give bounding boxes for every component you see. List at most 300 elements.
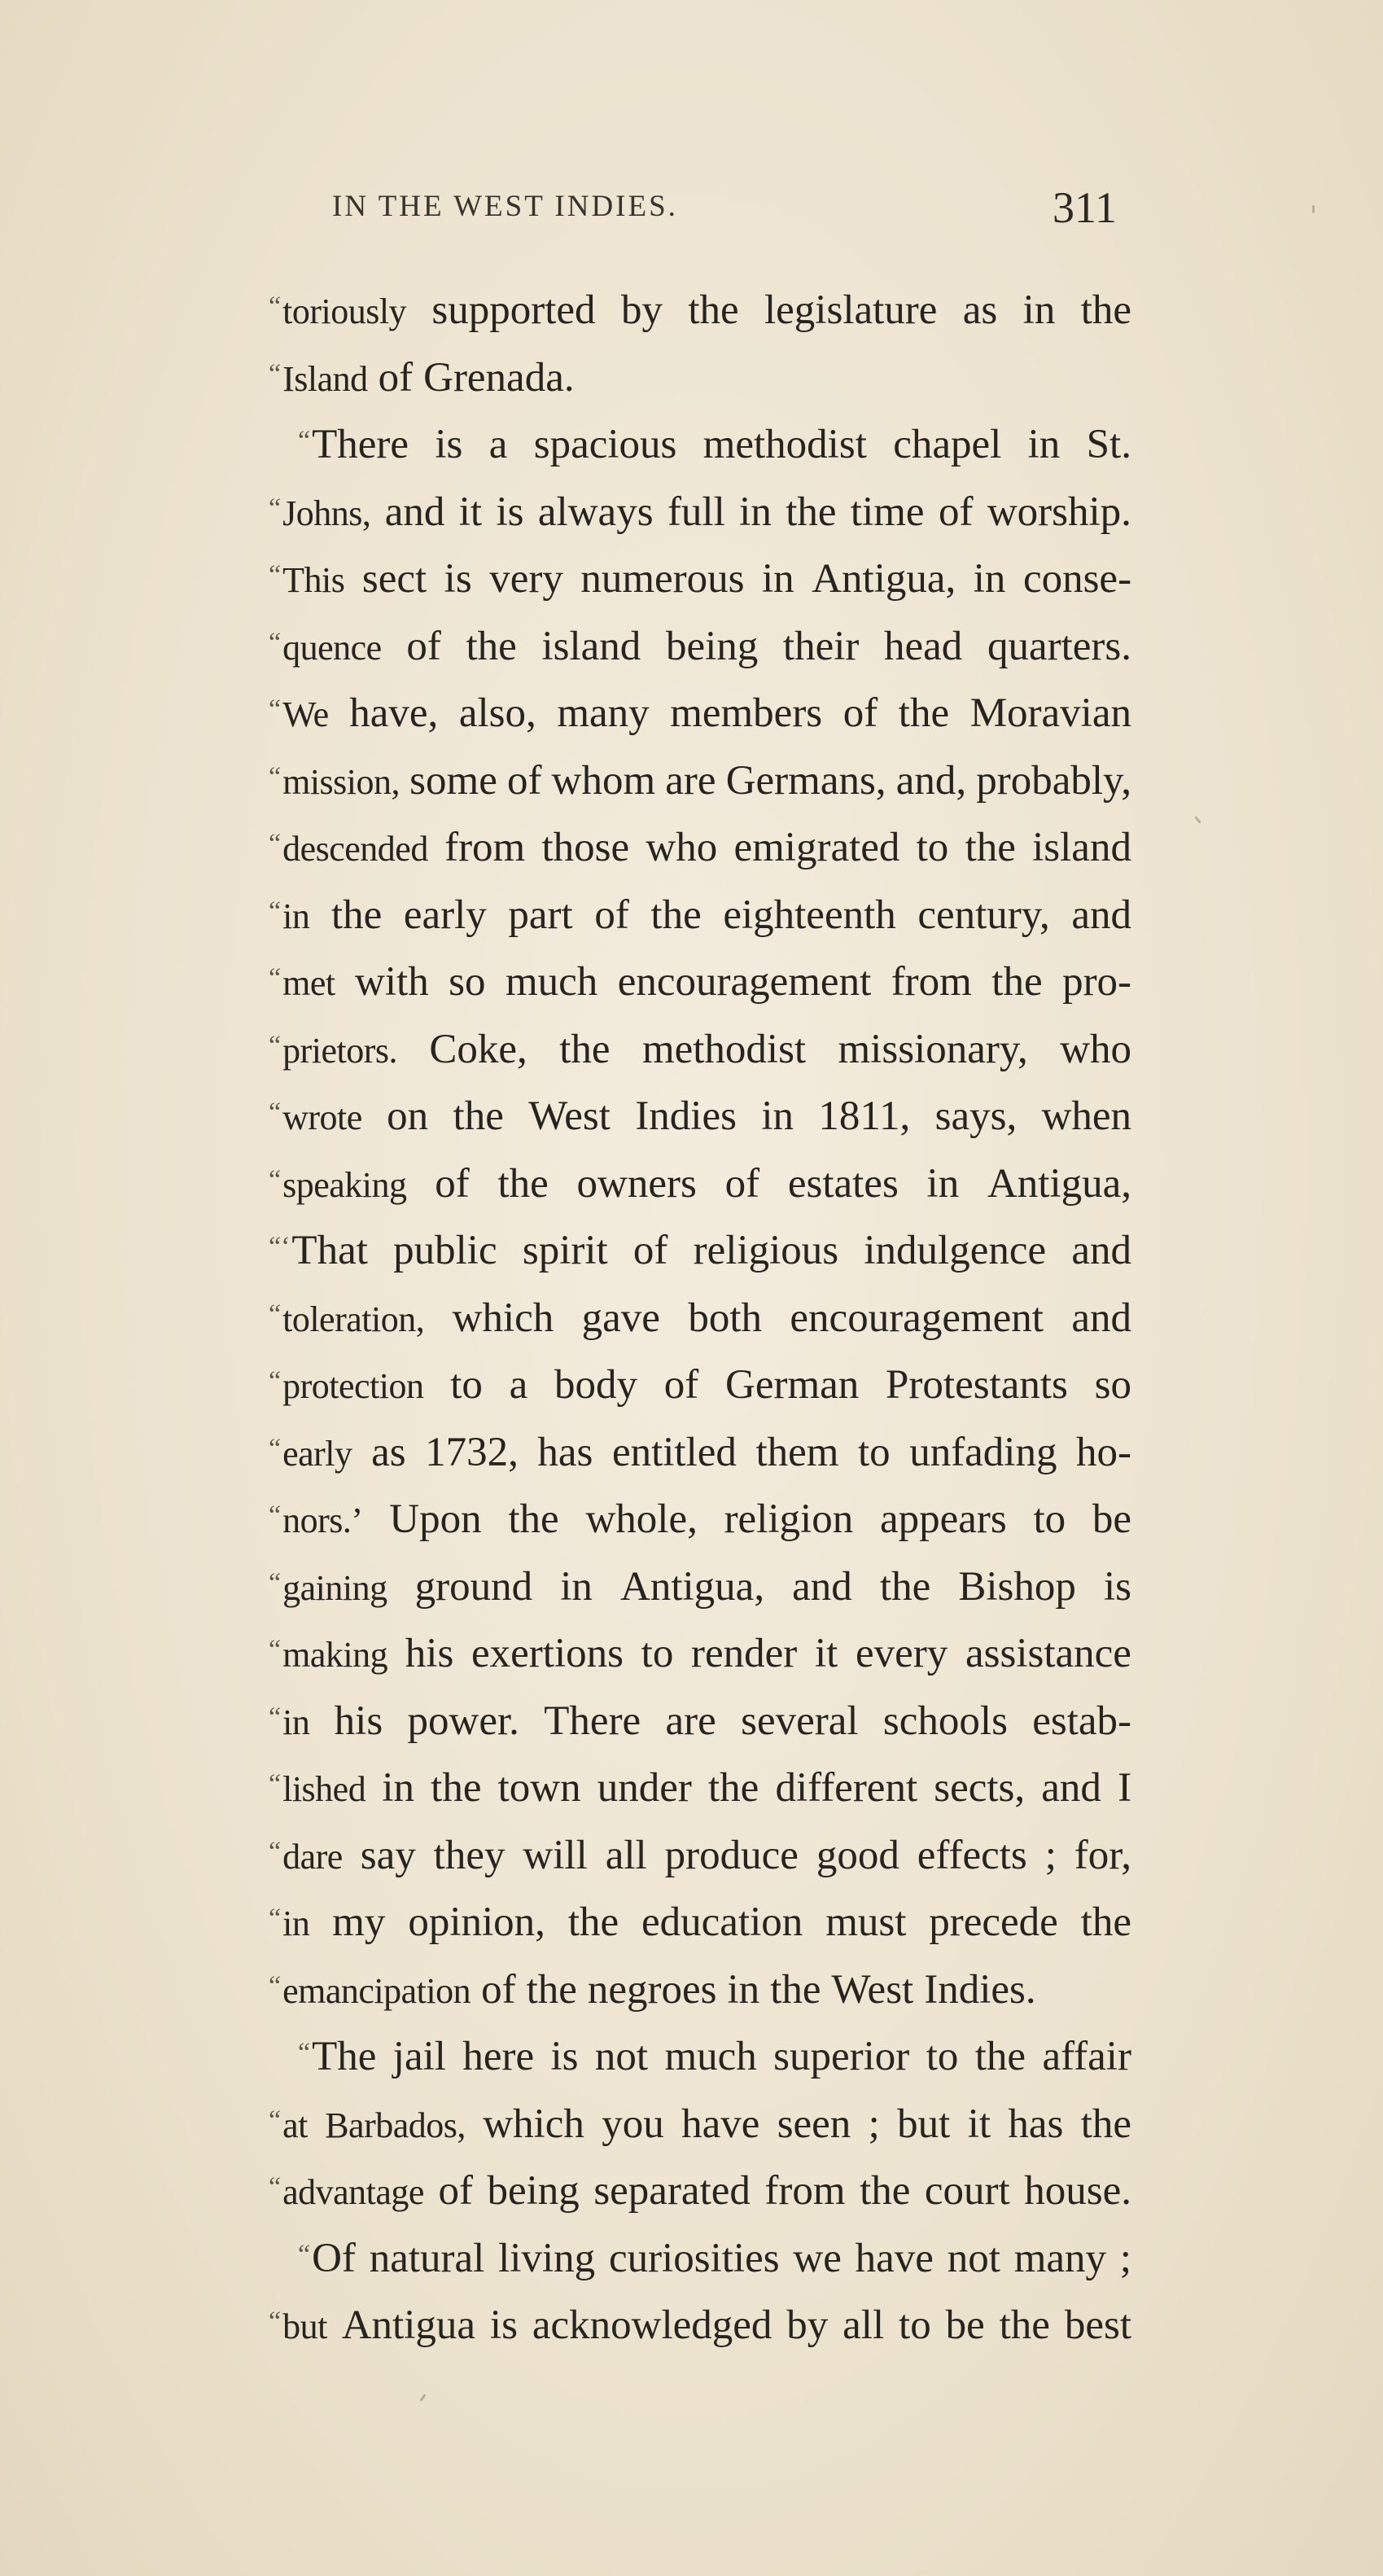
line-quote-mark: “ (269, 1904, 282, 1934)
word: are (665, 757, 716, 804)
word: a (488, 422, 508, 467)
line-quote-mark: “ (269, 627, 282, 658)
word: toleration, (282, 1299, 425, 1339)
line-quote-mark: “ (269, 358, 282, 389)
word: in (926, 1160, 960, 1207)
word: say (360, 1832, 416, 1878)
word: is (496, 488, 524, 535)
word: so (449, 959, 486, 1005)
text-line (269, 1217, 1131, 1285)
word: exertions (471, 1631, 624, 1676)
text-line (269, 613, 1131, 681)
word: by (786, 2302, 829, 2348)
word: effects (917, 1832, 1027, 1878)
word: from (444, 825, 526, 870)
word: from (891, 959, 972, 1005)
line-quote-mark: “ (269, 1635, 282, 1665)
word: Island (282, 358, 368, 399)
word: to (926, 2034, 959, 2079)
word: worship. (987, 488, 1131, 535)
word: There (544, 1698, 641, 1744)
paper-speck (419, 2394, 426, 2402)
word: the (965, 825, 1016, 870)
word: owners (576, 1160, 697, 1207)
word: sects, (934, 1765, 1026, 1811)
word: speaking (282, 1164, 407, 1205)
text-line (269, 814, 1131, 882)
word: good (816, 1832, 899, 1878)
word: Johns, (282, 493, 371, 533)
word: the (1080, 287, 1132, 333)
text-line (269, 882, 1131, 949)
word: several (741, 1698, 859, 1744)
page-header (332, 183, 1117, 238)
word: nors.’ (282, 1500, 363, 1540)
word: to (857, 1429, 891, 1475)
word: Antigua, (987, 1160, 1132, 1207)
text-line (269, 1486, 1131, 1553)
word: in (762, 556, 794, 602)
word: Antigua (341, 2302, 476, 2348)
word: produce (664, 1832, 799, 1878)
word: have (681, 2101, 760, 2147)
word: mission, (282, 761, 400, 802)
text-line (269, 1755, 1131, 1822)
word: in (761, 1093, 794, 1139)
word: but (282, 2307, 327, 2346)
word: all (842, 2302, 885, 2348)
text-line (269, 1688, 1131, 1755)
word: have, (349, 690, 439, 736)
text-line (269, 344, 1131, 412)
word: as (371, 1429, 406, 1475)
word: of (632, 1228, 668, 1273)
word: in (282, 1904, 310, 1943)
word: and (1071, 892, 1131, 938)
line-quote-mark: “ (269, 829, 282, 859)
word: Of (312, 2235, 356, 2281)
word: island (541, 623, 641, 669)
word: his (334, 1698, 383, 1744)
word: the (860, 2168, 911, 2214)
word: some (409, 757, 497, 804)
line-quote-mark: “ (298, 2038, 311, 2068)
word: ground (414, 1563, 533, 1610)
line-quote-mark: “ (269, 1097, 282, 1128)
word: natural (369, 2235, 485, 2281)
word: in (1027, 422, 1061, 467)
word: We (282, 694, 329, 734)
word: has (537, 1429, 593, 1475)
line-quote-mark: “ (269, 1433, 282, 1464)
word: unfading (909, 1429, 1057, 1475)
text-line (269, 1285, 1131, 1352)
word: the (999, 2302, 1050, 2348)
word: Coke, (429, 1026, 527, 1072)
word: house. (1024, 2168, 1131, 2214)
word: members (670, 690, 823, 736)
word: Grenada. (423, 354, 575, 401)
word: to (1033, 1496, 1066, 1542)
text-line (269, 1889, 1131, 1956)
word: always (537, 488, 654, 535)
word: of (481, 1966, 516, 2013)
word: protection (282, 1366, 424, 1406)
word: render (691, 1631, 798, 1676)
word: eighteenth (723, 892, 896, 938)
word: head (884, 623, 963, 669)
word: the (330, 892, 383, 938)
word: quarters. (987, 623, 1131, 669)
word: and (1041, 1765, 1101, 1811)
word: Antigua, (812, 556, 956, 602)
word: acknowledged (532, 2302, 772, 2348)
word: court (924, 2168, 1010, 2214)
word: and, (895, 757, 967, 804)
word: spacious (533, 422, 677, 467)
word: gaining (282, 1567, 387, 1608)
word: the (466, 623, 517, 669)
word: ; (1119, 2235, 1131, 2281)
word: This (282, 560, 345, 600)
word: much (505, 959, 598, 1005)
word: they (433, 1832, 505, 1878)
word: of (506, 757, 542, 804)
word: estab- (1032, 1698, 1132, 1744)
word: missionary, (838, 1026, 1028, 1072)
text-line (269, 2023, 1131, 2091)
word: methodist (641, 1026, 807, 1072)
word: public (393, 1228, 497, 1273)
line-quote-mark: “ (269, 493, 282, 524)
word: encouragement (617, 959, 872, 1005)
word: the (526, 1966, 577, 2013)
line-quote-mark: “ (269, 694, 282, 725)
text-line (269, 948, 1131, 1016)
word: you (602, 2101, 664, 2147)
word: West (528, 1093, 611, 1139)
word: curiosities (608, 2235, 780, 2281)
word: ho- (1076, 1429, 1132, 1475)
word: appears (879, 1496, 1007, 1542)
word: island (1032, 825, 1131, 870)
text-line (269, 1419, 1131, 1487)
word: and (1071, 1228, 1131, 1273)
word: are (665, 1698, 716, 1744)
word: who (1060, 1026, 1132, 1072)
text-line (269, 277, 1131, 344)
text-line (269, 479, 1131, 546)
text-line (269, 1620, 1131, 1688)
word: of (594, 892, 629, 938)
word: religious (693, 1228, 839, 1273)
word: is (1103, 1563, 1131, 1610)
text-line (269, 1822, 1131, 1890)
text-line (269, 747, 1131, 815)
word: best (1064, 2302, 1131, 2348)
word: being (665, 623, 759, 669)
line-quote-mark: “ (269, 1836, 282, 1867)
word: and (1071, 1295, 1131, 1341)
word: which (483, 2101, 584, 2147)
word: the (453, 1093, 504, 1139)
word: it (967, 2101, 991, 2147)
word: is (435, 422, 463, 467)
word: the (991, 959, 1043, 1005)
line-quote-mark: “ (269, 2172, 282, 2202)
word: of (724, 1160, 760, 1207)
word: we (793, 2235, 842, 2281)
word: be (1092, 1496, 1132, 1542)
line-quote-mark: “ (269, 1702, 282, 1733)
word: body (554, 1362, 638, 1408)
word: German (725, 1362, 860, 1408)
word: which (452, 1295, 554, 1341)
word: of (438, 2168, 473, 2214)
word: both (688, 1295, 763, 1341)
word: who (646, 825, 718, 870)
word: supported (431, 287, 596, 333)
word: 1811, (818, 1093, 911, 1139)
line-quote-mark: “ (269, 1769, 282, 1799)
word: the (431, 1765, 482, 1811)
word: every (856, 1631, 948, 1676)
word: will (523, 1832, 588, 1878)
word: negroes (587, 1966, 717, 2013)
word: has (1008, 2101, 1064, 2147)
line-quote-mark: “ (269, 963, 282, 993)
line-quote-mark: “ (269, 1970, 282, 2001)
word: West (831, 1966, 914, 2013)
word: is (489, 2302, 518, 2348)
word: early (403, 892, 487, 938)
word: the (1080, 2101, 1132, 2147)
word: of (938, 488, 974, 535)
word: affair (1042, 2034, 1131, 2079)
word: of (663, 1362, 699, 1408)
word: Antigua, (620, 1563, 765, 1610)
word: the (497, 1160, 549, 1207)
word: a (509, 1362, 528, 1408)
word: education (641, 1899, 803, 1945)
running-head: IN THE WEST INDIES. (332, 190, 678, 223)
word: Indies (635, 1093, 737, 1139)
text-line (269, 2158, 1131, 2225)
line-quote-mark: “ (298, 2239, 311, 2270)
word: is (444, 556, 472, 602)
word: many (557, 690, 650, 736)
page-number: 311 (1053, 183, 1117, 232)
word: the (567, 1899, 619, 1945)
word: Bishop (958, 1563, 1076, 1610)
word: for, (1074, 1832, 1131, 1878)
word: from (764, 2168, 846, 2214)
line-quote-mark: “ (269, 291, 282, 322)
word: as (962, 287, 998, 333)
word: all (605, 1832, 647, 1878)
word: of (378, 354, 414, 401)
word: at (282, 2105, 308, 2145)
word: legislature (764, 287, 938, 333)
word: of (842, 690, 878, 736)
word: Moravian (969, 690, 1131, 736)
word: early (282, 1433, 352, 1474)
word: in (560, 1563, 593, 1610)
word: the (559, 1026, 611, 1072)
line-quote-mark: “‘ (269, 1232, 291, 1262)
word: very (489, 556, 563, 602)
word: to (899, 2302, 931, 2348)
text-line (269, 1016, 1131, 1084)
word: the (1080, 1899, 1132, 1945)
word: The (312, 2034, 377, 2079)
word: descended (282, 829, 428, 869)
text-line (269, 2091, 1131, 2158)
word: sect (361, 556, 427, 602)
text-line (269, 1956, 1131, 2024)
word: by (620, 287, 663, 333)
line-quote-mark: “ (269, 2307, 282, 2337)
word: pro- (1062, 959, 1132, 1005)
word: I (1118, 1765, 1132, 1811)
line-quote-mark: “ (269, 1030, 282, 1061)
word: not (594, 2034, 649, 2079)
word: conse- (1022, 556, 1132, 602)
word: whom (551, 757, 656, 804)
word: when (1041, 1093, 1132, 1139)
word: religion (724, 1496, 854, 1542)
word: 1732, (425, 1429, 519, 1475)
word: chapel (893, 422, 1002, 467)
word: of (435, 1160, 470, 1207)
word: the (688, 287, 739, 333)
word: to (641, 1631, 674, 1676)
word: dare (282, 1836, 343, 1877)
word: the (898, 690, 950, 736)
word: entitled (611, 1429, 737, 1475)
word: to (450, 1362, 483, 1408)
word: in (739, 488, 772, 535)
word: here (462, 2034, 535, 2079)
word: being (487, 2168, 580, 2214)
word: opinion, (408, 1899, 545, 1945)
word: part (508, 892, 573, 938)
word: probably, (976, 757, 1131, 804)
text-line (269, 411, 1131, 479)
word: estates (787, 1160, 899, 1207)
word: in (1022, 287, 1056, 333)
text-line (269, 1553, 1131, 1621)
word: jail (392, 2034, 446, 2079)
word: ; (868, 2101, 880, 2147)
text-line (269, 1083, 1131, 1150)
text-line (269, 2225, 1131, 2293)
word: those (541, 825, 630, 870)
word: advantage (282, 2172, 424, 2212)
word: That (291, 1228, 368, 1273)
word: is (550, 2034, 579, 2079)
word: toriously (282, 291, 407, 331)
word: them (755, 1429, 839, 1475)
word: Upon (389, 1496, 482, 1542)
paper-speck (1194, 816, 1201, 824)
word: and (384, 488, 445, 535)
word: Barbados, (325, 2105, 466, 2145)
word: so (1094, 1362, 1131, 1408)
word: the (879, 1563, 931, 1610)
line-quote-mark: “ (269, 1299, 282, 1330)
word: separated (593, 2168, 751, 2214)
word: indulgence (864, 1228, 1047, 1273)
word: power. (407, 1698, 519, 1744)
word: with (355, 959, 429, 1005)
word: spirit (522, 1228, 608, 1273)
word: lished (282, 1769, 366, 1809)
word: St. (1086, 422, 1131, 467)
word: must (825, 1899, 907, 1945)
word: their (782, 623, 860, 669)
word: in (727, 1966, 760, 2013)
line-quote-mark: “ (269, 1567, 282, 1598)
word: different (775, 1765, 918, 1811)
line-quote-mark: “ (269, 896, 282, 927)
word: the (708, 1765, 759, 1811)
line-quote-mark: “ (269, 761, 282, 792)
word: but (897, 2101, 951, 2147)
word: not (947, 2235, 1000, 2281)
word: time (850, 488, 925, 535)
word: assistance (965, 1631, 1131, 1676)
word: precede (929, 1899, 1058, 1945)
word: whole, (585, 1496, 698, 1542)
paper-speck (1312, 205, 1315, 213)
word: century, (917, 892, 1050, 938)
line-quote-mark: “ (269, 1164, 282, 1195)
word: emigrated (733, 825, 900, 870)
word: on (387, 1093, 429, 1139)
word: in (382, 1765, 415, 1811)
word: Protestants (886, 1362, 1068, 1408)
word: it (458, 488, 483, 535)
word: in (973, 556, 1006, 602)
text-line (269, 2292, 1131, 2359)
word: town (497, 1765, 581, 1811)
word: superior (773, 2034, 910, 2079)
word: Indies. (924, 1966, 1036, 2013)
text-line (269, 1150, 1131, 1218)
line-quote-mark: “ (298, 426, 311, 456)
word: the (974, 2034, 1026, 2079)
text-line (269, 1352, 1131, 1419)
word: full (667, 488, 725, 535)
word: says, (934, 1093, 1018, 1139)
word: Germans, (725, 757, 886, 804)
line-quote-mark: “ (269, 1500, 282, 1531)
word: ; (1044, 1832, 1057, 1878)
word: seen (777, 2101, 851, 2147)
line-quote-mark: “ (269, 560, 282, 590)
word: emancipation (282, 1970, 471, 2011)
word: to (916, 825, 949, 870)
word: be (945, 2302, 985, 2348)
word: wrote (282, 1097, 362, 1137)
body-text (269, 277, 1131, 2359)
word: and (792, 1563, 852, 1610)
word: There (312, 422, 409, 467)
word: the (508, 1496, 559, 1542)
word: much (664, 2034, 757, 2079)
word: his (405, 1631, 454, 1676)
